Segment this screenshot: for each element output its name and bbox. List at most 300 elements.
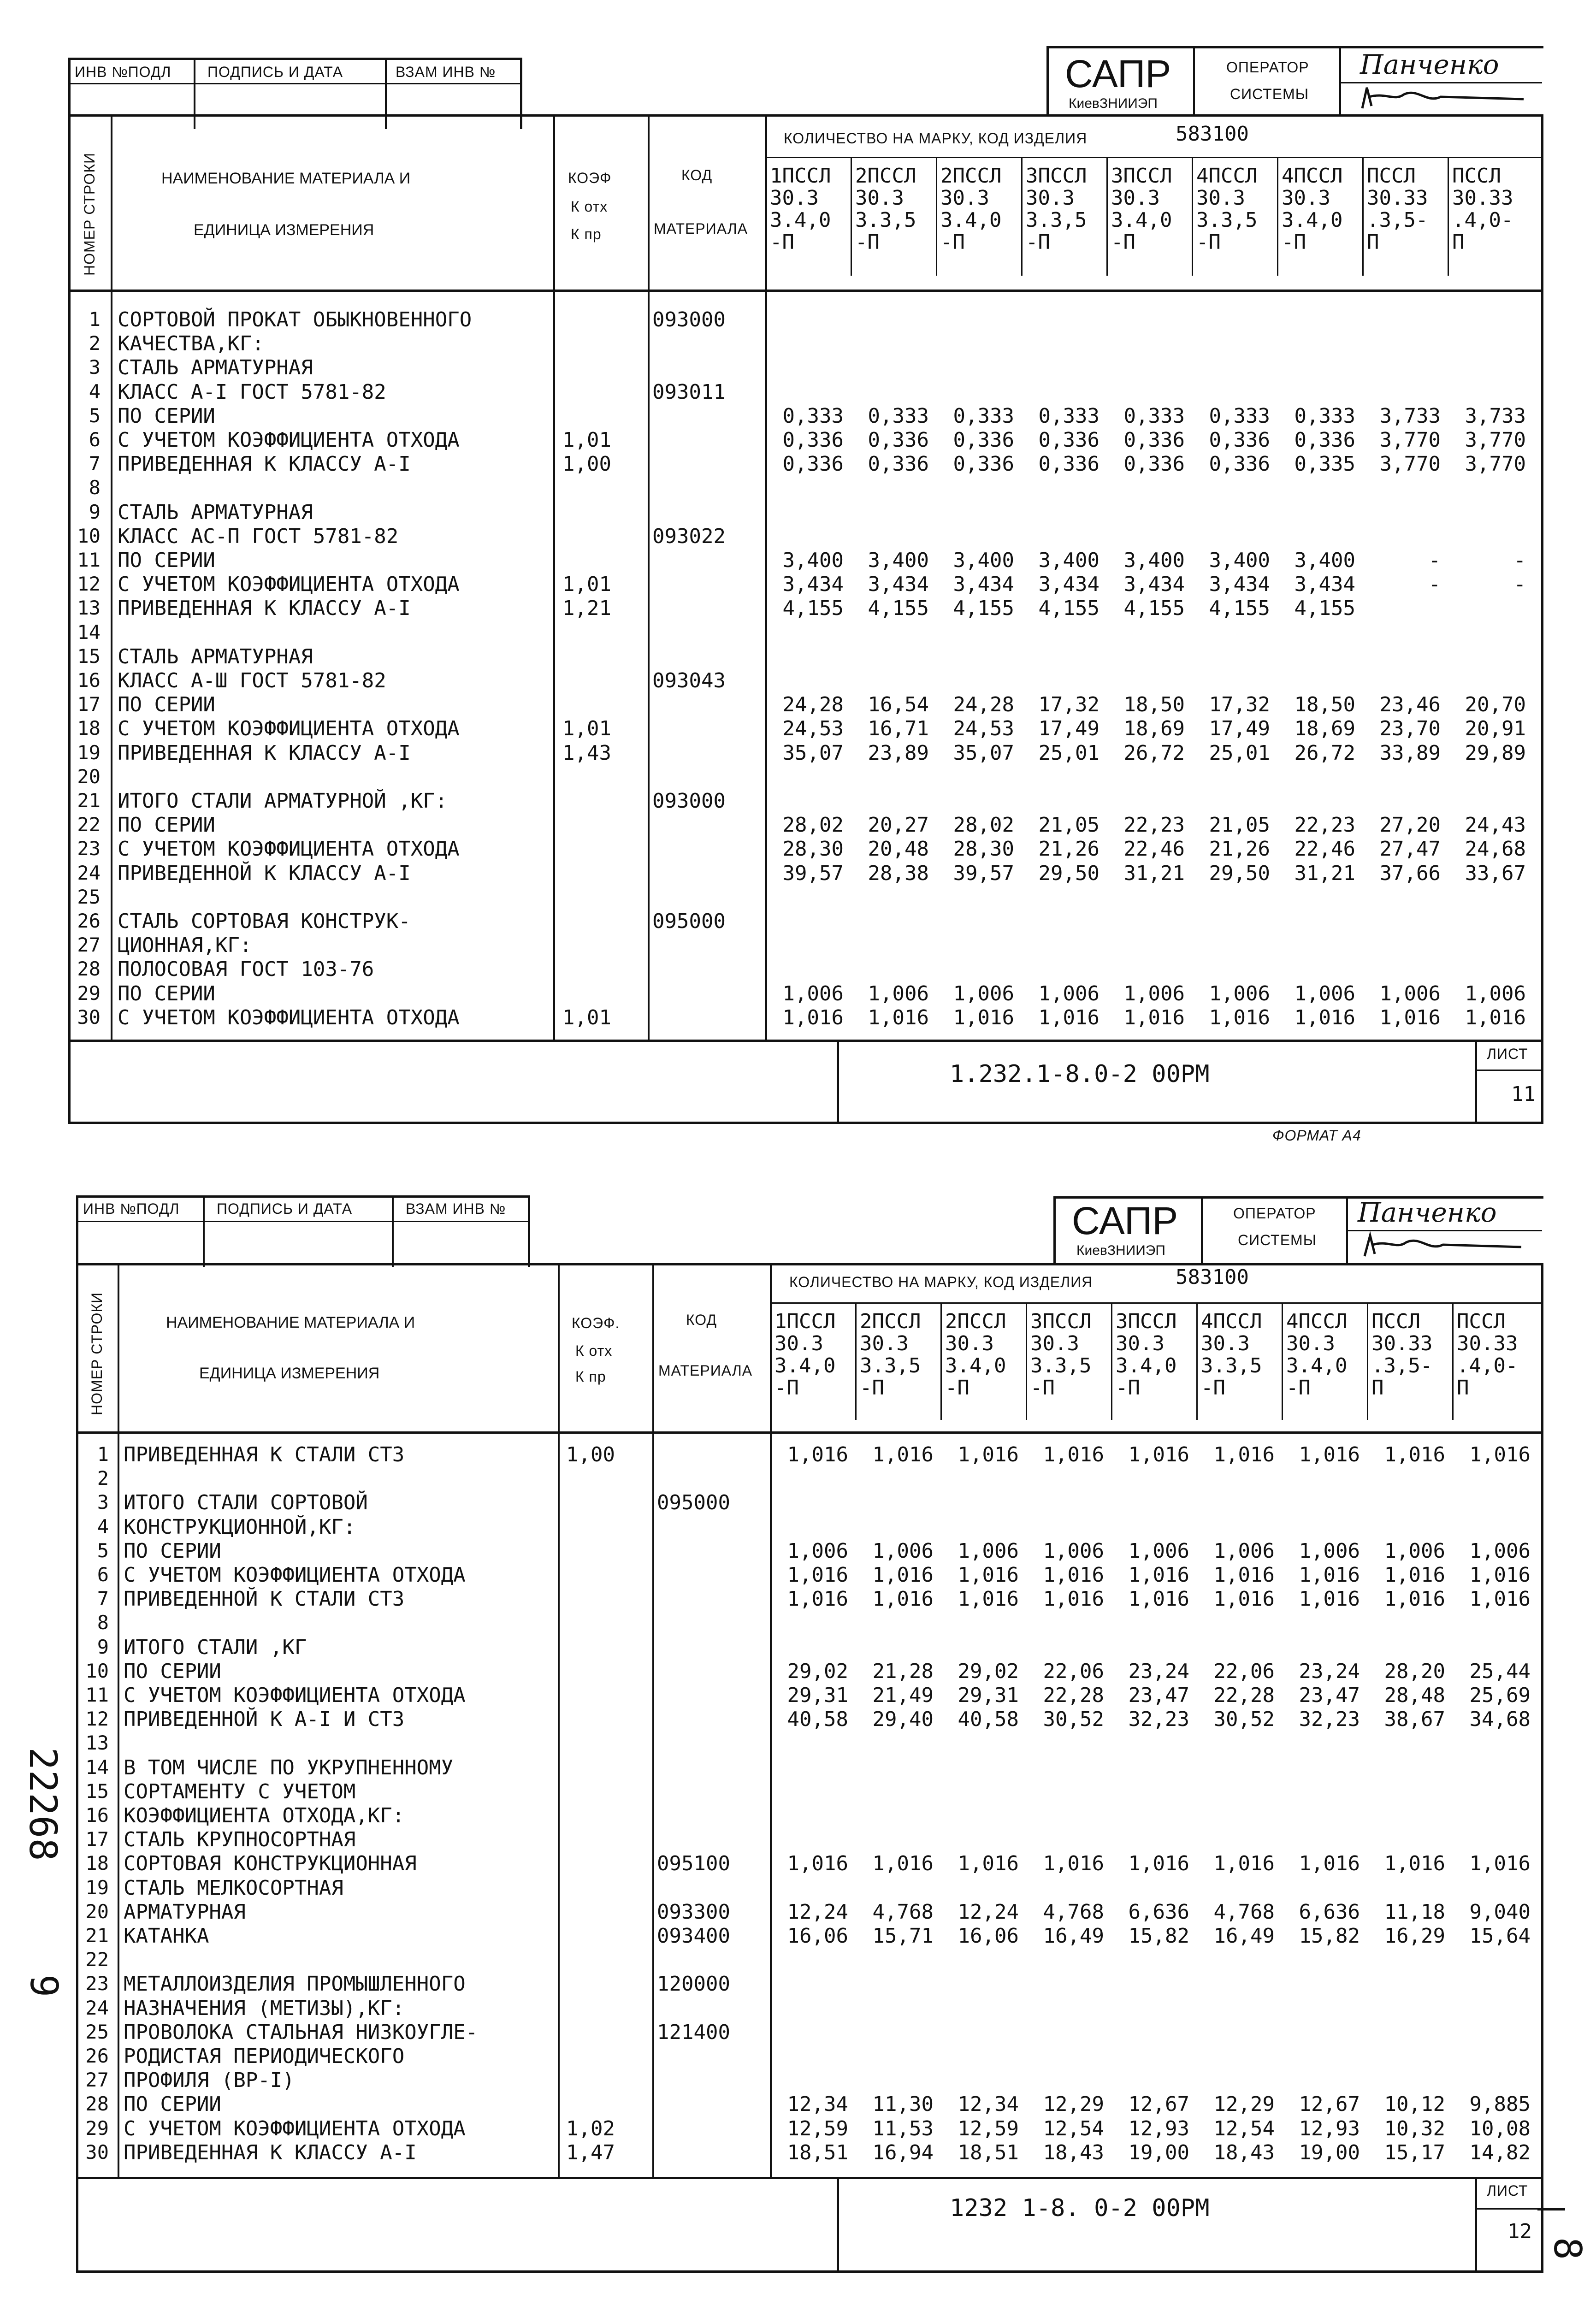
quantity-value: 1,016 bbox=[872, 1563, 934, 1587]
quantity-value: 1,016 bbox=[787, 1443, 848, 1466]
quantity-value: 3,770 bbox=[1379, 428, 1441, 452]
system-label: СИСТЕМЫ bbox=[1238, 1232, 1317, 1248]
document-code: 1.232.1-8.0-2 00РМ bbox=[950, 1060, 1210, 1088]
row-number: 28 bbox=[85, 2092, 109, 2116]
column-header-line: -П bbox=[945, 1376, 969, 1400]
quantity-value: 1,016 bbox=[958, 1852, 1019, 1876]
quantity-value: 11,30 bbox=[872, 2092, 934, 2116]
qty-label: КОЛИЧЕСТВО НА МАРКУ, КОД ИЗДЕЛИЯ bbox=[789, 1274, 1093, 1290]
material-name: СТАЛЬ СОРТОВАЯ КОНСТРУК- bbox=[118, 910, 411, 933]
quantity-value: 3,733 bbox=[1379, 404, 1441, 428]
quantity-value: 16,06 bbox=[958, 1924, 1019, 1948]
left-page-number: 9 bbox=[22, 1974, 66, 1998]
material-header-1: НАИМЕНОВАНИЕ МАТЕРИАЛА И bbox=[161, 170, 411, 187]
quantity-value: 3,400 bbox=[1123, 549, 1185, 572]
column-header-line: ПССЛ bbox=[1452, 164, 1501, 188]
column-header-line: 3.4,0 bbox=[774, 1354, 836, 1377]
row-number: 19 bbox=[77, 741, 100, 764]
quantity-value: 18,43 bbox=[1213, 2140, 1275, 2164]
row-number: 30 bbox=[85, 2140, 109, 2163]
quantity-value: 19,00 bbox=[1299, 2140, 1360, 2164]
sapr-org: КиевЗНИИЭП bbox=[1076, 1243, 1165, 1258]
column-header-line: 3.4,0 bbox=[1111, 208, 1172, 232]
quantity-value: 12,59 bbox=[958, 2116, 1019, 2140]
quantity-value: 29,89 bbox=[1465, 741, 1526, 765]
quantity-value: 1,006 bbox=[1465, 981, 1526, 1005]
material-code: 121400 bbox=[657, 2020, 730, 2044]
column-header-line: 3ПССЛ bbox=[1030, 1310, 1092, 1333]
right-page-number: 8 bbox=[1545, 2237, 1590, 2260]
coef-kotx: К отх bbox=[571, 198, 608, 215]
row-number: 6 bbox=[97, 1563, 109, 1586]
material-name: ПО СЕРИИ bbox=[118, 981, 215, 1005]
quantity-value: 1,016 bbox=[1469, 1852, 1531, 1876]
row-number: 23 bbox=[85, 1972, 109, 1995]
material-name: СТАЛЬ МЕЛКОСОРТНАЯ bbox=[124, 1876, 343, 1900]
quantity-value: 31,21 bbox=[1294, 861, 1355, 885]
coefficient: 1,47 bbox=[566, 2140, 615, 2164]
row-number: 16 bbox=[77, 669, 100, 692]
quantity-value: 3,434 bbox=[953, 573, 1014, 597]
operator-signature: Панченко bbox=[1360, 49, 1499, 80]
quantity-value: 0,336 bbox=[1038, 428, 1099, 452]
material-name: АРМАТУРНАЯ bbox=[124, 1900, 246, 1924]
quantity-value: 3,434 bbox=[1209, 573, 1270, 597]
quantity-value: 1,016 bbox=[1043, 1443, 1104, 1466]
column-header-line: -П bbox=[860, 1376, 884, 1400]
quantity-value: 24,53 bbox=[953, 717, 1014, 741]
column-header-line: -П bbox=[1286, 1376, 1311, 1400]
material-name: КЛАСС А-I ГОСТ 5781-82 bbox=[118, 380, 386, 404]
quantity-value: 1,016 bbox=[1128, 1443, 1189, 1466]
quantity-value: 34,68 bbox=[1469, 1708, 1531, 1732]
material-name: С УЧЕТОМ КОЭФФИЦИЕНТА ОТХОДА bbox=[118, 573, 460, 597]
material-code: 093011 bbox=[652, 380, 726, 404]
column-header-line: -П bbox=[940, 230, 965, 254]
quantity-value: 15,82 bbox=[1128, 1924, 1189, 1948]
quantity-value: 1,016 bbox=[1043, 1563, 1104, 1587]
material-code: 095000 bbox=[652, 910, 726, 933]
material-name: ПРОФИЛЯ (ВР-I) bbox=[124, 2069, 295, 2092]
quantity-value: 26,72 bbox=[1294, 741, 1355, 765]
quantity-value: 24,53 bbox=[782, 717, 844, 741]
quantity-value: 35,07 bbox=[782, 741, 844, 765]
sapr-org: КиевЗНИИЭП bbox=[1069, 96, 1158, 111]
material-name: В ТОМ ЧИСЛЕ ПО УКРУПНЕННОМУ bbox=[124, 1755, 454, 1779]
row-number: 10 bbox=[77, 524, 100, 547]
quantity-value: 1,006 bbox=[782, 981, 844, 1005]
material-name: С УЧЕТОМ КОЭФФИЦИЕНТА ОТХОДА bbox=[124, 2116, 466, 2140]
column-header-line: -П bbox=[1030, 1376, 1055, 1400]
quantity-value: 28,30 bbox=[782, 837, 844, 861]
column-header-line: 3.3,5 bbox=[860, 1354, 921, 1377]
row-number: 21 bbox=[77, 789, 100, 812]
quantity-value: 14,82 bbox=[1469, 2140, 1531, 2164]
row-number: 14 bbox=[85, 1755, 109, 1779]
column-header-line: 3.4,0 bbox=[770, 208, 831, 232]
quantity-value: 11,53 bbox=[872, 2116, 934, 2140]
material-name: ПО СЕРИИ bbox=[124, 1539, 221, 1563]
material-name: ИТОГО СТАЛИ СОРТОВОЙ bbox=[124, 1491, 368, 1515]
quantity-value: 1,016 bbox=[1213, 1563, 1275, 1587]
quantity-value: 1,016 bbox=[958, 1587, 1019, 1611]
quantity-value: 3,400 bbox=[953, 549, 1014, 572]
quantity-value: 35,07 bbox=[953, 741, 1014, 765]
quantity-value: 19,00 bbox=[1128, 2140, 1189, 2164]
quantity-value: 18,69 bbox=[1123, 717, 1185, 741]
quantity-value: 1,006 bbox=[1469, 1539, 1531, 1563]
quantity-value: 0,336 bbox=[1209, 452, 1270, 476]
quantity-value: 1,016 bbox=[1294, 1005, 1355, 1029]
quantity-value: 1,016 bbox=[1299, 1563, 1360, 1587]
quantity-value: 30,52 bbox=[1213, 1708, 1275, 1732]
column-header-line: 30.3 bbox=[770, 186, 819, 210]
column-header-line: 3.4,0 bbox=[1286, 1354, 1348, 1377]
material-code: 095100 bbox=[657, 1852, 730, 1876]
quantity-value: 1,016 bbox=[958, 1563, 1019, 1587]
quantity-value: 18,51 bbox=[958, 2140, 1019, 2164]
quantity-value: 9,040 bbox=[1469, 1900, 1531, 1924]
column-header-line: -П bbox=[1201, 1376, 1225, 1400]
quantity-value: 11,18 bbox=[1384, 1900, 1445, 1924]
quantity-value: 3,770 bbox=[1465, 452, 1526, 476]
material-name: КАТАНКА bbox=[124, 1924, 209, 1948]
quantity-value: 1,016 bbox=[1213, 1587, 1275, 1611]
quantity-value: 22,28 bbox=[1213, 1684, 1275, 1707]
stamp-vzam: ВЗАМ ИНВ № bbox=[406, 1200, 506, 1217]
column-header-line: 3.4,0 bbox=[1116, 1354, 1177, 1377]
quantity-value: 0,336 bbox=[1123, 452, 1185, 476]
code-header-1: КОД bbox=[681, 167, 713, 183]
material-name: ПРИВЕДЕННАЯ К СТАЛИ СТ3 bbox=[124, 1443, 405, 1466]
row-number: 2 bbox=[97, 1467, 109, 1490]
quantity-value: 12,29 bbox=[1213, 2092, 1275, 2116]
material-name: КОЭФФИЦИЕНТА ОТХОДА,КГ: bbox=[124, 1804, 405, 1827]
column-header-line: 3.3,5 bbox=[1026, 208, 1087, 232]
operator-label: ОПЕРАТОР bbox=[1233, 1205, 1316, 1222]
quantity-value: 23,89 bbox=[868, 741, 929, 765]
quantity-value: 1,016 bbox=[872, 1852, 934, 1876]
quantity-value: 28,48 bbox=[1384, 1684, 1445, 1707]
quantity-value: 10,12 bbox=[1384, 2092, 1445, 2116]
quantity-value: 15,71 bbox=[872, 1924, 934, 1948]
coef-kotx: К отх bbox=[575, 1342, 613, 1359]
quantity-value: 3,434 bbox=[1123, 573, 1185, 597]
row-number: 3 bbox=[97, 1491, 109, 1514]
quantity-value: 1,016 bbox=[1128, 1852, 1189, 1876]
quantity-value: 12,34 bbox=[958, 2092, 1019, 2116]
quantity-value: 3,770 bbox=[1465, 428, 1526, 452]
quantity-value: 28,02 bbox=[953, 813, 1014, 837]
material-name: СТАЛЬ АРМАТУРНАЯ bbox=[118, 500, 313, 524]
quantity-value: 29,02 bbox=[787, 1659, 848, 1683]
quantity-value: 1,006 bbox=[1128, 1539, 1189, 1563]
material-name: ПРИВЕДЕННОЙ К КЛАССУ А-I bbox=[118, 861, 411, 885]
quantity-value: 23,47 bbox=[1299, 1684, 1360, 1707]
quantity-value: 9,885 bbox=[1469, 2092, 1531, 2116]
quantity-value: 1,016 bbox=[787, 1852, 848, 1876]
material-name: С УЧЕТОМ КОЭФФИЦИЕНТА ОТХОДА bbox=[118, 837, 460, 861]
system-label: СИСТЕМЫ bbox=[1230, 86, 1309, 102]
row-number: 1 bbox=[97, 1443, 109, 1466]
quantity-value: 16,94 bbox=[872, 2140, 934, 2164]
column-header-line: 3.3,5 bbox=[1196, 208, 1258, 232]
row-number-header: НОМЕР СТРОКИ bbox=[89, 1292, 105, 1415]
material-code: 093043 bbox=[652, 669, 726, 692]
quantity-value: 27,20 bbox=[1379, 813, 1441, 837]
row-number: 19 bbox=[85, 1876, 109, 1899]
row-number: 12 bbox=[85, 1708, 109, 1731]
material-name: СТАЛЬ КРУПНОСОРТНАЯ bbox=[124, 1828, 356, 1852]
column-header-line: ПССЛ bbox=[1457, 1310, 1506, 1333]
quantity-value: 25,01 bbox=[1209, 741, 1270, 765]
quantity-value: 1,016 bbox=[1213, 1443, 1275, 1466]
material-name: СТАЛЬ АРМАТУРНАЯ bbox=[118, 356, 313, 380]
quantity-value: 12,67 bbox=[1128, 2092, 1189, 2116]
quantity-value: 22,23 bbox=[1294, 813, 1355, 837]
quantity-value: 30,52 bbox=[1043, 1708, 1104, 1732]
row-number: 12 bbox=[77, 573, 100, 596]
operator-autograph bbox=[1358, 83, 1537, 115]
quantity-value: 12,93 bbox=[1128, 2116, 1189, 2140]
quantity-value: 40,58 bbox=[787, 1708, 848, 1732]
material-name: КАЧЕСТВА,КГ: bbox=[118, 332, 264, 356]
quantity-value: - bbox=[1428, 549, 1441, 572]
row-number: 8 bbox=[89, 476, 100, 499]
column-header-line: -П bbox=[1196, 230, 1221, 254]
material-name: С УЧЕТОМ КОЭФФИЦИЕНТА ОТХОДА bbox=[118, 1005, 460, 1029]
material-name: С УЧЕТОМ КОЭФФИЦИЕНТА ОТХОДА bbox=[124, 1684, 466, 1707]
quantity-value: 37,66 bbox=[1379, 861, 1441, 885]
quantity-value: 28,20 bbox=[1384, 1659, 1445, 1683]
quantity-value: 15,64 bbox=[1469, 1924, 1531, 1948]
column-header-line: 3.3,5 bbox=[1030, 1354, 1092, 1377]
quantity-value: 16,49 bbox=[1213, 1924, 1275, 1948]
coefficient: 1,43 bbox=[562, 741, 611, 765]
quantity-value: 24,28 bbox=[782, 693, 844, 717]
quantity-value: 1,016 bbox=[1299, 1443, 1360, 1466]
row-number: 13 bbox=[85, 1732, 109, 1755]
quantity-value: 3,400 bbox=[1294, 549, 1355, 572]
coef-header: КОЭФ. bbox=[572, 1315, 620, 1331]
column-header-line: 30.3 bbox=[1286, 1332, 1335, 1355]
column-header-line: П bbox=[1367, 230, 1379, 254]
quantity-value: 29,31 bbox=[787, 1684, 848, 1707]
stamp-inv-podl: ИНВ №ПОДЛ bbox=[75, 64, 171, 80]
quantity-value: 18,50 bbox=[1294, 693, 1355, 717]
material-header-2: ЕДИНИЦА ИЗМЕРЕНИЯ bbox=[194, 221, 374, 239]
column-header-line: 30.3 bbox=[945, 1332, 994, 1355]
row-number: 1 bbox=[89, 308, 100, 331]
quantity-value: 33,67 bbox=[1465, 861, 1526, 885]
quantity-value: 29,40 bbox=[872, 1708, 934, 1732]
quantity-value: 16,71 bbox=[868, 717, 929, 741]
material-name: ПРИВЕДЕННАЯ К КЛАССУ А-I bbox=[124, 2140, 417, 2164]
material-code: 120000 bbox=[657, 1972, 730, 1996]
quantity-value: 12,24 bbox=[787, 1900, 848, 1924]
quantity-value: 32,23 bbox=[1299, 1708, 1360, 1732]
quantity-value: 10,32 bbox=[1384, 2116, 1445, 2140]
row-number: 11 bbox=[85, 1684, 109, 1706]
material-name: ИТОГО СТАЛИ АРМАТУРНОЙ ,КГ: bbox=[118, 789, 448, 813]
quantity-value: 1,006 bbox=[1299, 1539, 1360, 1563]
quantity-value: 15,17 bbox=[1384, 2140, 1445, 2164]
row-number: 16 bbox=[85, 1804, 109, 1826]
code-header-2: МАТЕРИАЛА bbox=[654, 220, 748, 237]
column-header-line: 3.4,0 bbox=[1282, 208, 1343, 232]
column-header-line: 3.4,0 bbox=[945, 1354, 1006, 1377]
quantity-value: 22,06 bbox=[1043, 1659, 1104, 1683]
column-header-line: 30.3 bbox=[860, 1332, 909, 1355]
quantity-value: 3,733 bbox=[1465, 404, 1526, 428]
quantity-value: 26,72 bbox=[1123, 741, 1185, 765]
quantity-value: 39,57 bbox=[953, 861, 1014, 885]
quantity-value: 1,006 bbox=[1043, 1539, 1104, 1563]
quantity-value: 1,016 bbox=[1384, 1852, 1445, 1876]
quantity-value: 27,47 bbox=[1379, 837, 1441, 861]
quantity-value: 0,333 bbox=[953, 404, 1014, 428]
stamp-podpis: ПОДПИСЬ И ДАТА bbox=[207, 64, 343, 80]
coef-kpr: К пр bbox=[571, 226, 602, 242]
row-number: 9 bbox=[97, 1635, 109, 1658]
quantity-value: 17,49 bbox=[1038, 717, 1099, 741]
quantity-value: 3,434 bbox=[782, 573, 844, 597]
material-name: С УЧЕТОМ КОЭФФИЦИЕНТА ОТХОДА bbox=[118, 717, 460, 741]
quantity-value: 0,336 bbox=[953, 428, 1014, 452]
column-header-line: -П bbox=[1026, 230, 1050, 254]
material-name: КОНСТРУКЦИОННОЙ,КГ: bbox=[124, 1515, 356, 1539]
quantity-value: 17,49 bbox=[1209, 717, 1270, 741]
stamp-inv-podl: ИНВ №ПОДЛ bbox=[83, 1200, 180, 1217]
quantity-value: 4,155 bbox=[1294, 597, 1355, 621]
quantity-value: 25,69 bbox=[1469, 1684, 1531, 1707]
material-name: ПОЛОСОВАЯ ГОСТ 103-76 bbox=[118, 957, 374, 981]
column-header-line: 3.3,5 bbox=[855, 208, 916, 232]
coefficient: 1,00 bbox=[562, 452, 611, 476]
column-header-line: 2ПССЛ bbox=[940, 164, 1002, 188]
quantity-value: 4,155 bbox=[1209, 597, 1270, 621]
quantity-value: 4,155 bbox=[1038, 597, 1099, 621]
quantity-value: 0,333 bbox=[1123, 404, 1185, 428]
quantity-value: 3,400 bbox=[1209, 549, 1270, 572]
quantity-value: 17,32 bbox=[1038, 693, 1099, 717]
column-header-line: П bbox=[1371, 1376, 1384, 1400]
quantity-value: 3,434 bbox=[1294, 573, 1355, 597]
quantity-value: 1,006 bbox=[1038, 981, 1099, 1005]
row-number: 23 bbox=[77, 837, 100, 860]
row-number: 26 bbox=[77, 910, 100, 932]
material-code: 093022 bbox=[652, 524, 726, 548]
row-number: 27 bbox=[77, 934, 100, 957]
document-code: 1232 1-8. 0-2 00РМ bbox=[950, 2194, 1210, 2222]
quantity-value: 1,006 bbox=[872, 1539, 934, 1563]
quantity-value: 1,016 bbox=[1128, 1587, 1189, 1611]
quantity-value: 4,768 bbox=[872, 1900, 934, 1924]
quantity-value: 0,333 bbox=[1038, 404, 1099, 428]
column-header-line: 4ПССЛ bbox=[1196, 164, 1258, 188]
quantity-value: 10,08 bbox=[1469, 2116, 1531, 2140]
row-number: 8 bbox=[97, 1611, 109, 1634]
column-header-line: 30.33 bbox=[1452, 186, 1513, 210]
quantity-value: 0,336 bbox=[1209, 428, 1270, 452]
row-number: 25 bbox=[85, 2020, 109, 2043]
material-name: ПО СЕРИИ bbox=[118, 813, 215, 837]
column-header-line: 2ПССЛ bbox=[860, 1310, 921, 1333]
row-number: 3 bbox=[89, 356, 100, 379]
quantity-value: 20,91 bbox=[1465, 717, 1526, 741]
column-header-line: .3,5- bbox=[1371, 1354, 1433, 1377]
row-number: 22 bbox=[77, 813, 100, 836]
row-number: 26 bbox=[85, 2045, 109, 2067]
sheet-number: 11 bbox=[1511, 1082, 1536, 1106]
material-name: ПРОВОЛОКА СТАЛЬНАЯ НИЗКОУГЛЕ- bbox=[124, 2020, 478, 2044]
row-number: 18 bbox=[77, 717, 100, 740]
material-name: СТАЛЬ АРМАТУРНАЯ bbox=[118, 644, 313, 668]
column-header-line: 30.3 bbox=[1111, 186, 1160, 210]
quantity-value: 33,89 bbox=[1379, 741, 1441, 765]
column-header-line: 30.3 bbox=[1201, 1332, 1250, 1355]
quantity-value: 29,50 bbox=[1038, 861, 1099, 885]
quantity-value: 21,05 bbox=[1038, 813, 1099, 837]
material-name: ПО СЕРИИ bbox=[118, 549, 215, 572]
column-header-line: .4,0- bbox=[1457, 1354, 1518, 1377]
quantity-value: 1,006 bbox=[787, 1539, 848, 1563]
column-header-line: -П bbox=[1111, 230, 1135, 254]
quantity-value: 29,50 bbox=[1209, 861, 1270, 885]
quantity-value: 25,01 bbox=[1038, 741, 1099, 765]
material-name: С УЧЕТОМ КОЭФФИЦИЕНТА ОТХОДА bbox=[118, 428, 460, 452]
row-number: 7 bbox=[97, 1587, 109, 1610]
row-number: 29 bbox=[85, 2116, 109, 2140]
material-name: ИТОГО СТАЛИ ,КГ bbox=[124, 1635, 307, 1659]
row-number: 4 bbox=[97, 1515, 109, 1538]
quantity-value: 18,51 bbox=[787, 2140, 848, 2164]
coef-kpr: К пр bbox=[575, 1368, 606, 1385]
quantity-value: 3,400 bbox=[782, 549, 844, 572]
quantity-value: 4,768 bbox=[1043, 1900, 1104, 1924]
quantity-value: 1,016 bbox=[1469, 1563, 1531, 1587]
quantity-value: 23,47 bbox=[1128, 1684, 1189, 1707]
column-header-line: -П bbox=[770, 230, 794, 254]
column-header-line: -П bbox=[774, 1376, 799, 1400]
quantity-value: 1,016 bbox=[1299, 1852, 1360, 1876]
row-number: 27 bbox=[85, 2069, 109, 2092]
quantity-value: 29,31 bbox=[958, 1684, 1019, 1707]
row-number: 11 bbox=[77, 549, 100, 571]
quantity-value: 4,155 bbox=[1123, 597, 1185, 621]
quantity-value: 1,006 bbox=[1294, 981, 1355, 1005]
quantity-value: 12,29 bbox=[1043, 2092, 1104, 2116]
row-number: 9 bbox=[89, 500, 100, 523]
column-header-line: -П bbox=[855, 230, 880, 254]
row-number: 24 bbox=[77, 861, 100, 884]
column-header-line: 30.3 bbox=[774, 1332, 823, 1355]
quantity-value: 3,434 bbox=[868, 573, 929, 597]
material-name: С УЧЕТОМ КОЭФФИЦИЕНТА ОТХОДА bbox=[124, 1563, 466, 1587]
quantity-value: 1,006 bbox=[1209, 981, 1270, 1005]
quantity-value: 1,016 bbox=[1465, 1005, 1526, 1029]
quantity-value: 1,016 bbox=[787, 1563, 848, 1587]
sapr-logo: САПР bbox=[1065, 52, 1171, 95]
format-label: ФОРМАТ А4 bbox=[1272, 1127, 1361, 1144]
quantity-value: 12,34 bbox=[787, 2092, 848, 2116]
quantity-value: 16,06 bbox=[787, 1924, 848, 1948]
quantity-value: 4,155 bbox=[953, 597, 1014, 621]
quantity-value: 1,006 bbox=[1379, 981, 1441, 1005]
quantity-value: 3,400 bbox=[1038, 549, 1099, 572]
column-header-line: 2ПССЛ bbox=[855, 164, 916, 188]
quantity-value: 20,70 bbox=[1465, 693, 1526, 717]
